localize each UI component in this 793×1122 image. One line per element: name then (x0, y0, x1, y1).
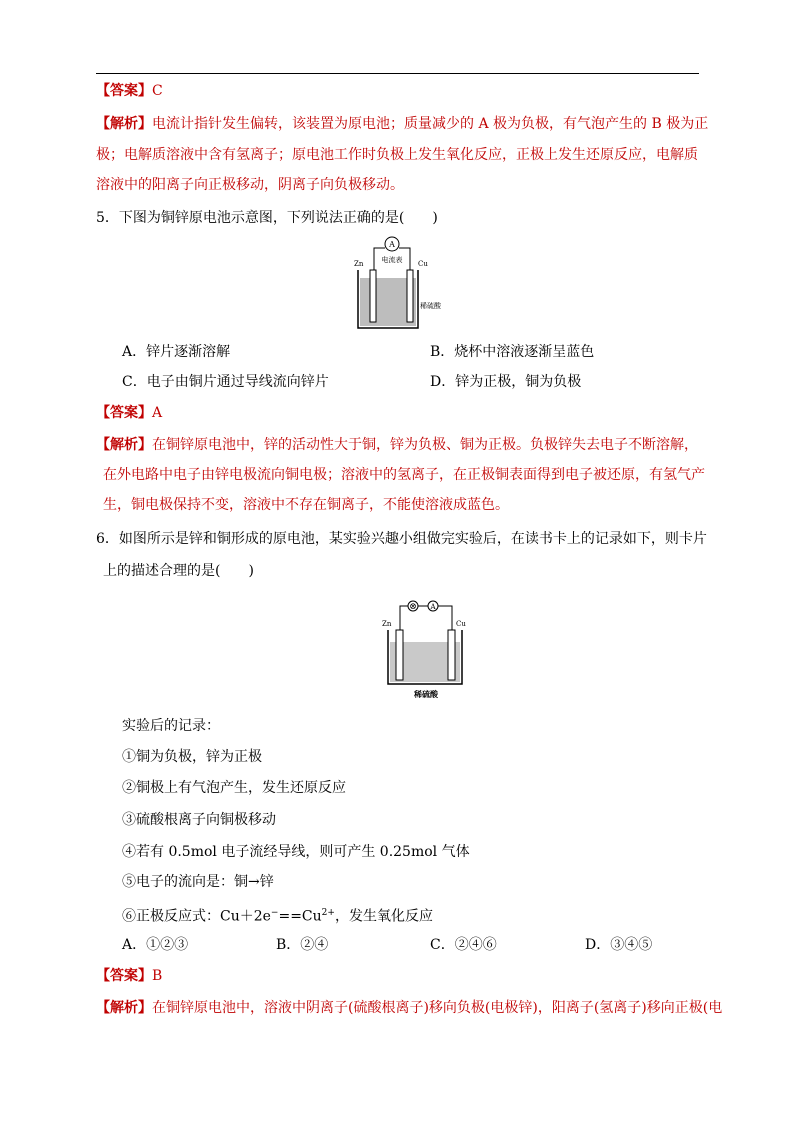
analysis-tag: 【解析】 (96, 437, 152, 453)
q5-analysis-line-1: 【解析】在铜锌原电池中，锌的活动性大于铜，锌为负极、铜为正极。负极锌失去电子不断溶解， (96, 437, 698, 453)
q6-record-1: ①铜为负极，锌为正极 (122, 749, 262, 765)
q6-zn-label: Zn (382, 620, 392, 628)
q5-option-a: A．锌片逐渐溶解 (122, 344, 231, 360)
q6-record-2: ②铜极上有气泡产生，发生还原反应 (122, 780, 346, 796)
q6-meter-symbol: A (430, 603, 436, 611)
q6-analysis-line-1: 【解析】在铜锌原电池中，溶液中阴离子(硫酸根离子)移向负极(电极锌)，阳离子(氢离子)移向正极(电 (96, 1000, 723, 1016)
q5-option-c: C．电子由铜片通过导线流向锌片 (122, 374, 329, 390)
q5-solution-label: 稀硫酸 (420, 302, 441, 310)
q6-option-c: C．②④⑥ (430, 937, 497, 953)
q6-solution-label: 稀硫酸 (414, 689, 438, 699)
q4-analysis-line-2: 极；电解质溶液中含有氢离子；原电池工作时负极上发生氧化反应，正极上发生还原反应，电解质 (96, 147, 698, 163)
q6-option-b: B．②④ (276, 937, 329, 953)
q5-answer-line (96, 403, 716, 423)
answer-value: B (152, 968, 163, 984)
q6-figure (380, 594, 472, 702)
q4-analysis-line-3: 溶液中的阳离子向正极移动，阴离子向负极移动。 (96, 177, 404, 193)
q6-answer-line (96, 966, 716, 986)
q6-bulb-icon: ⊗ (409, 602, 417, 612)
analysis-tag: 【解析】 (96, 1000, 152, 1016)
q4-analysis-line-1: 【解析】电流计指针发生偏转，该装置为原电池；质量减少的 A 极为负极，有气泡产生的 B 极为正 (96, 116, 709, 132)
q6-record-5: ⑤电子的流向是：铜→锌 (122, 874, 274, 890)
q6-stem-line-2: 上的描述合理的是( ) (103, 563, 254, 579)
q5-analysis-line-2: 在外电路中电子由锌电极流向铜电极；溶液中的氢离子，在正极铜表面得到电子被还原，有氢气产 (103, 467, 705, 483)
q6-record-6: ⑥正极反应式：$Cu+2e^-==Cu^{2+}$，发生氧化反应 (122, 908, 433, 925)
q5-figure (352, 234, 441, 330)
q5-option-b: B．烧杯中溶液逐渐呈蓝色 (430, 344, 595, 360)
q5-meter-symbol: A (389, 240, 395, 249)
q5-meter-label: 电流表 (381, 256, 403, 264)
q5-stem: 5．下图为铜锌原电池示意图，下列说法正确的是( ) (96, 210, 438, 226)
q5-option-d: D．锌为正极，铜为负极 (430, 374, 582, 390)
q6-option-a: A．①②③ (122, 937, 189, 953)
q5-zn-label: Zn (354, 260, 364, 268)
answer-value: A (152, 405, 163, 421)
q5-cu-label: Cu (418, 260, 428, 268)
answer-value: C (152, 83, 163, 99)
header-rule (96, 73, 699, 74)
q5-analysis-line-3: 生，铜电极保持不变，溶液中不存在铜离子，不能使溶液成蓝色。 (103, 497, 509, 513)
answer-tag: 【答案】 (96, 405, 152, 421)
q6-record-title: 实验后的记录： (122, 718, 220, 734)
q6-stem-line-1: 6．如图所示是锌和铜形成的原电池，某实验兴趣小组做完实验后，在读书卡上的记录如下，则卡片 (96, 531, 707, 547)
q6-option-d: D．③④⑤ (585, 937, 653, 953)
answer-tag: 【答案】 (96, 968, 152, 984)
q6-cu-label: Cu (456, 620, 466, 628)
q4-answer-line (96, 81, 716, 101)
answer-tag: 【答案】 (96, 83, 152, 99)
q6-record-4: ④若有 0.5mol 电子流经导线，则可产生 0.25mol 气体 (122, 844, 470, 860)
analysis-tag: 【解析】 (96, 116, 152, 132)
q6-record-3: ③硫酸根离子向铜极移动 (122, 812, 276, 828)
